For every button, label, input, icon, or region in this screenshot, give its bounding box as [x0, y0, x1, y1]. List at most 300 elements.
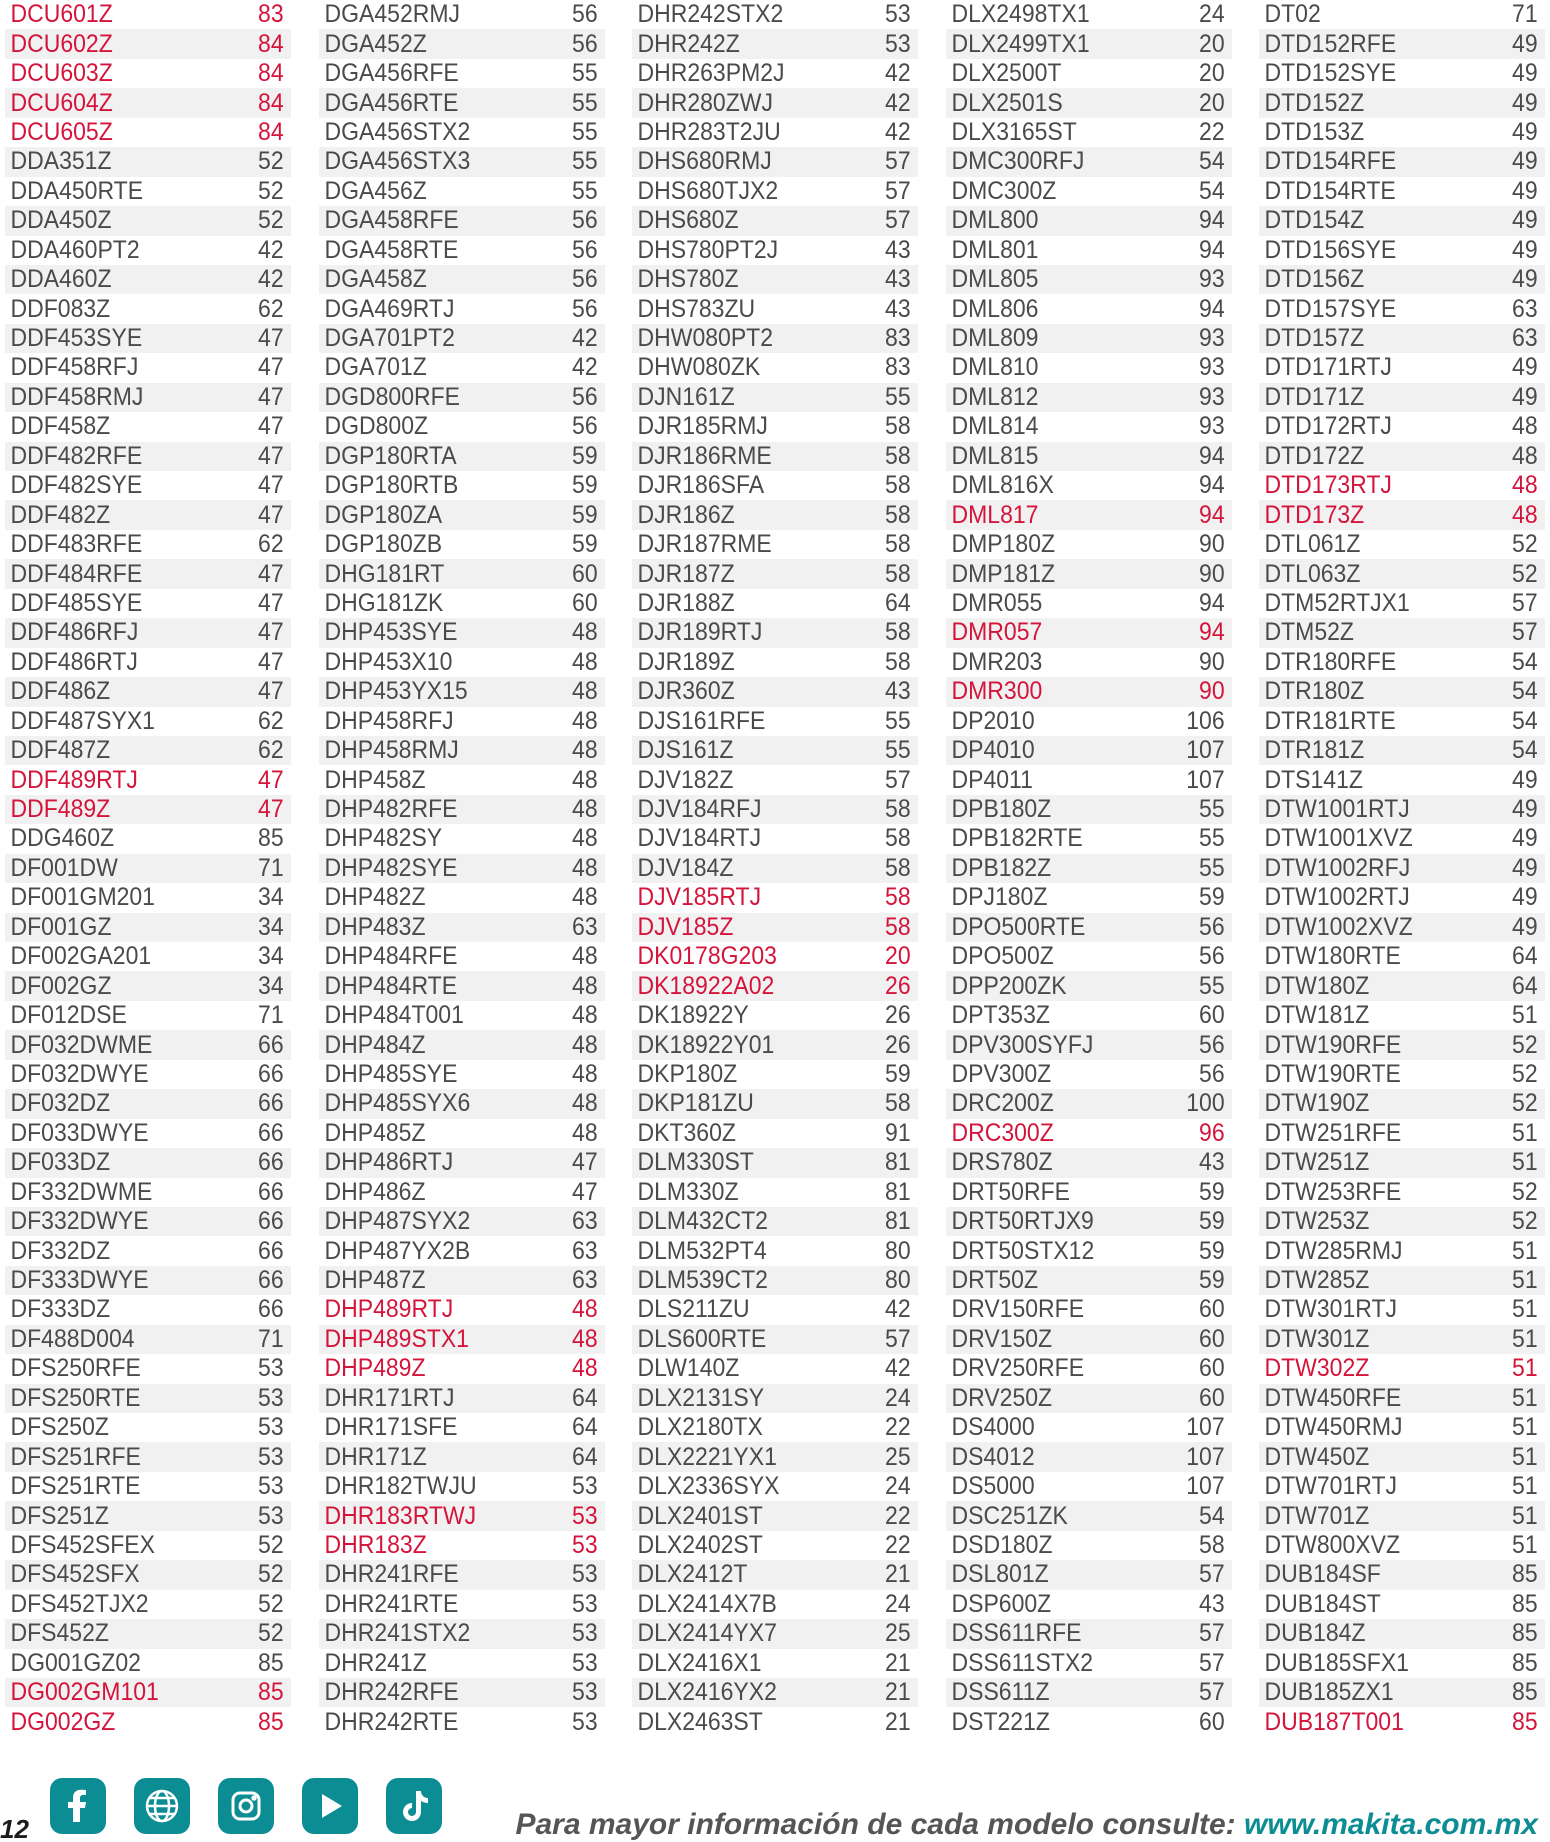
page-ref: 55 [571, 147, 598, 176]
index-row [946, 1560, 1232, 1589]
index-row [946, 1325, 1232, 1354]
index-row [319, 1619, 605, 1648]
index-row [5, 1119, 291, 1148]
index-row [319, 206, 605, 235]
index-row [319, 1060, 605, 1089]
model-code: DDF486Z [10, 677, 111, 706]
page-ref: 52 [1512, 530, 1538, 559]
page-ref: 34 [258, 912, 284, 941]
model-code: DGA452RMJ [324, 0, 460, 29]
index-row [5, 913, 291, 942]
index-row [632, 1649, 918, 1678]
model-code: DTS141Z [1264, 765, 1363, 794]
index-row [946, 1413, 1232, 1442]
index-row [1259, 530, 1545, 559]
index-row [1259, 1001, 1545, 1030]
page-ref: 60 [1198, 1001, 1225, 1030]
index-row [5, 589, 291, 618]
model-code: DHP489STX1 [324, 1324, 469, 1353]
model-code: DMR055 [951, 588, 1042, 617]
page-ref: 42 [571, 324, 598, 353]
model-code: DML810 [951, 353, 1038, 382]
index-row [632, 1236, 918, 1265]
index-row [632, 1354, 918, 1383]
page-ref: 24 [885, 1383, 911, 1412]
index-row [319, 294, 605, 323]
globe-icon[interactable] [134, 1778, 190, 1834]
index-row [5, 648, 291, 677]
model-code: DLM539CT2 [637, 1266, 768, 1295]
model-code: DGA452Z [324, 29, 427, 58]
index-row [1259, 1089, 1545, 1118]
page-ref: 62 [258, 294, 284, 323]
index-row [1259, 1060, 1545, 1089]
model-code: DP4010 [951, 736, 1035, 765]
index-row [946, 1678, 1232, 1707]
index-row [1259, 1384, 1545, 1413]
model-code: DRV250RFE [951, 1354, 1084, 1383]
page-ref: 90 [1198, 647, 1225, 676]
page-ref: 58 [885, 618, 911, 647]
model-code: DCU604Z [10, 88, 113, 117]
index-row [1259, 88, 1545, 117]
model-code: DUB184SF [1264, 1560, 1381, 1589]
index-row [946, 353, 1232, 382]
page-ref: 55 [1198, 971, 1225, 1000]
social-links [50, 1778, 442, 1834]
model-code: DHR183Z [324, 1530, 427, 1559]
index-row [946, 883, 1232, 912]
page-ref: 47 [258, 795, 284, 824]
model-code: DF001GM201 [10, 883, 155, 912]
model-code: DDF458Z [10, 412, 111, 441]
model-code: DHP486Z [324, 1177, 426, 1206]
page-ref: 51 [1512, 1266, 1538, 1295]
page-ref: 57 [1198, 1619, 1225, 1648]
index-row [1259, 1649, 1545, 1678]
index-row [946, 1619, 1232, 1648]
model-code: DLX2416YX2 [637, 1678, 777, 1707]
index-row [1259, 147, 1545, 176]
more-info-text [515, 1808, 1538, 1842]
index-row [632, 29, 918, 58]
index-row [1259, 1030, 1545, 1059]
model-code: DRV250Z [951, 1383, 1052, 1412]
page-ref: 58 [885, 853, 911, 882]
model-code: DF032DWYE [10, 1059, 149, 1088]
model-code: DF332DWYE [10, 1207, 149, 1236]
page-ref: 56 [571, 29, 598, 58]
index-row [946, 88, 1232, 117]
model-code: DML809 [951, 324, 1038, 353]
index-row [946, 824, 1232, 853]
page-ref: 55 [885, 706, 911, 735]
index-row [5, 471, 291, 500]
page-ref: 91 [885, 1118, 911, 1147]
page-ref: 48 [571, 795, 598, 824]
index-row [946, 1060, 1232, 1089]
model-code: DDF482Z [10, 500, 111, 529]
page-ref: 84 [258, 88, 284, 117]
index-row [5, 29, 291, 58]
page-ref: 58 [885, 441, 911, 470]
index-row [632, 618, 918, 647]
model-code: DDF482SYE [10, 471, 143, 500]
index-row [1259, 1207, 1545, 1236]
model-code: DUB187T001 [1264, 1707, 1404, 1736]
page-ref: 66 [258, 1030, 284, 1059]
page-ref: 49 [1512, 88, 1538, 117]
model-code: DLS211ZU [637, 1295, 750, 1324]
instagram-icon[interactable] [218, 1778, 274, 1834]
index-row [946, 442, 1232, 471]
model-code: DRC200Z [951, 1089, 1054, 1118]
model-code: DHG181ZK [324, 588, 443, 617]
model-code: DKP180Z [637, 1059, 738, 1088]
index-row [5, 442, 291, 471]
page-ref: 42 [571, 353, 598, 382]
page-ref: 53 [258, 1501, 284, 1530]
page-ref: 107 [1185, 1472, 1225, 1501]
index-row [1259, 883, 1545, 912]
page-ref: 49 [1512, 206, 1538, 235]
page-ref: 51 [1512, 1001, 1538, 1030]
index-row [1259, 353, 1545, 382]
model-code: DHP458RFJ [324, 706, 454, 735]
page-ref: 24 [885, 1589, 911, 1618]
page-ref: 83 [885, 353, 911, 382]
model-code: DJV184Z [637, 853, 734, 882]
page-ref: 54 [1198, 147, 1225, 176]
model-code: DLX2499TX1 [951, 29, 1090, 58]
model-code: DRV150Z [951, 1324, 1052, 1353]
model-code: DJV182Z [637, 765, 734, 794]
page-ref: 43 [1198, 1148, 1225, 1177]
page-ref: 49 [1512, 795, 1538, 824]
index-row [632, 1325, 918, 1354]
model-code: DTW1002XVZ [1264, 912, 1413, 941]
page-ref: 42 [258, 235, 284, 264]
index-row [632, 648, 918, 677]
page-ref: 80 [885, 1266, 911, 1295]
index-row [5, 854, 291, 883]
index-row [5, 618, 291, 647]
index-row [1259, 29, 1545, 58]
model-code: DTD152RFE [1264, 29, 1397, 58]
model-code: DLX2498TX1 [951, 0, 1090, 29]
model-code: DTW180Z [1264, 971, 1370, 1000]
index-row [632, 736, 918, 765]
index-row [319, 1531, 605, 1560]
page-ref: 85 [258, 1648, 284, 1677]
page-ref: 83 [885, 324, 911, 353]
index-row [319, 500, 605, 529]
page-ref: 56 [571, 235, 598, 264]
model-code: DJV184RTJ [637, 824, 762, 853]
page-ref: 48 [571, 883, 598, 912]
model-code: DFS250RFE [10, 1354, 141, 1383]
index-row [1259, 765, 1545, 794]
facebook-icon[interactable] [50, 1778, 106, 1834]
model-code: DJR186RME [637, 441, 772, 470]
model-code: DTR180Z [1264, 677, 1365, 706]
index-row [632, 707, 918, 736]
index-column-3 [632, 0, 918, 1740]
index-row [632, 1089, 918, 1118]
index-row [1259, 707, 1545, 736]
page-ref: 47 [258, 441, 284, 470]
index-row [1259, 59, 1545, 88]
page-ref: 49 [1512, 765, 1538, 794]
index-row [319, 1295, 605, 1324]
model-code: DMR057 [951, 618, 1042, 647]
page-ref: 93 [1198, 353, 1225, 382]
tiktok-icon[interactable] [386, 1778, 442, 1834]
index-row [1259, 1560, 1545, 1589]
index-row [632, 1472, 918, 1501]
model-code: DGA456RTE [324, 88, 458, 117]
page-ref: 51 [1512, 1413, 1538, 1442]
index-row [632, 88, 918, 117]
model-code: DF032DZ [10, 1089, 111, 1118]
model-code: DGD800RFE [324, 382, 460, 411]
index-row [5, 1236, 291, 1265]
model-code: DDA460Z [10, 265, 112, 294]
page-ref: 49 [1512, 59, 1538, 88]
model-code: DFS251RFE [10, 1442, 141, 1471]
page-ref: 49 [1512, 824, 1538, 853]
model-code: DGA458Z [324, 265, 427, 294]
model-code: DTR181Z [1264, 736, 1365, 765]
model-code: DGA456STX2 [324, 117, 470, 146]
model-code: DF033DZ [10, 1148, 111, 1177]
model-code: DDG460Z [10, 824, 115, 853]
website-link[interactable]: www.makita.com.mx [1244, 1808, 1538, 1841]
page-ref: 56 [571, 265, 598, 294]
model-code: DF332DWME [10, 1177, 153, 1206]
page-ref: 55 [885, 736, 911, 765]
model-code: DF002GA201 [10, 942, 152, 971]
index-row [632, 589, 918, 618]
index-row [1259, 1619, 1545, 1648]
page-ref: 54 [1512, 647, 1538, 676]
model-code: DTD173RTJ [1264, 471, 1392, 500]
page-ref: 53 [258, 1413, 284, 1442]
model-code: DLX2131SY [637, 1383, 765, 1412]
model-code: DLM330ST [637, 1148, 754, 1177]
index-row [5, 1178, 291, 1207]
page-ref: 42 [885, 1354, 911, 1383]
index-row [632, 1707, 918, 1736]
index-row [946, 294, 1232, 323]
page-ref: 53 [571, 1530, 598, 1559]
model-code: DTW251Z [1264, 1148, 1370, 1177]
model-code: DHP453SYE [324, 618, 457, 647]
model-code: DCU602Z [10, 29, 113, 58]
model-code: DHR182TWJU [324, 1472, 477, 1501]
page-ref: 62 [258, 530, 284, 559]
page-ref: 53 [571, 1560, 598, 1589]
model-code: DTL063Z [1264, 559, 1361, 588]
model-code: DPV300Z [951, 1059, 1051, 1088]
model-code: DTW450Z [1264, 1442, 1370, 1471]
index-row [5, 942, 291, 971]
index-row [319, 795, 605, 824]
index-row [319, 1148, 605, 1177]
page-ref: 63 [571, 1236, 598, 1265]
index-row [632, 677, 918, 706]
page-ref: 57 [885, 176, 911, 205]
index-row [946, 1119, 1232, 1148]
model-code: DHR263PM2J [637, 59, 785, 88]
index-row [1259, 677, 1545, 706]
page-ref: 56 [571, 0, 598, 29]
index-row [5, 707, 291, 736]
index-row [319, 353, 605, 382]
index-row [319, 707, 605, 736]
index-row [319, 147, 605, 176]
model-code: DHR242Z [637, 29, 740, 58]
model-code: DTW1002RTJ [1264, 883, 1410, 912]
index-row [632, 1619, 918, 1648]
page-ref: 54 [1512, 706, 1538, 735]
index-row [319, 530, 605, 559]
model-code: DML805 [951, 265, 1038, 294]
model-code: DTD154Z [1264, 206, 1365, 235]
index-row [5, 324, 291, 353]
page-ref: 71 [258, 853, 284, 882]
model-code: DSS611STX2 [951, 1648, 1093, 1677]
model-code: DGA458RTE [324, 235, 458, 264]
index-row [632, 118, 918, 147]
page-ref: 55 [885, 382, 911, 411]
model-code: DHS680Z [637, 206, 739, 235]
index-row [5, 1384, 291, 1413]
index-row [1259, 206, 1545, 235]
index-row [5, 1266, 291, 1295]
model-code: DGP180RTB [324, 471, 458, 500]
model-code: DHP458Z [324, 765, 426, 794]
index-row [946, 59, 1232, 88]
index-row [946, 1442, 1232, 1471]
page-ref: 22 [885, 1530, 911, 1559]
index-row [946, 677, 1232, 706]
index-row [632, 1531, 918, 1560]
page-ref: 66 [258, 1236, 284, 1265]
index-row [946, 147, 1232, 176]
model-code: DDF487SYX1 [10, 706, 155, 735]
page-ref: 93 [1198, 265, 1225, 294]
page-ref: 66 [258, 1177, 284, 1206]
page-ref: 90 [1198, 677, 1225, 706]
model-code: DLX2180TX [637, 1413, 763, 1442]
page-ref: 49 [1512, 176, 1538, 205]
model-code: DMR300 [951, 677, 1042, 706]
page-ref: 57 [1198, 1648, 1225, 1677]
model-code: DSD180Z [951, 1530, 1053, 1559]
index-row [5, 353, 291, 382]
index-row [5, 206, 291, 235]
page-ref: 66 [258, 1148, 284, 1177]
index-row [319, 412, 605, 441]
page-ref: 49 [1512, 29, 1538, 58]
page-ref: 42 [258, 265, 284, 294]
youtube-icon[interactable] [302, 1778, 358, 1834]
model-code: DHR280ZWJ [637, 88, 773, 117]
page-ref: 85 [1512, 1648, 1538, 1677]
model-code: DTW253RFE [1264, 1177, 1402, 1206]
model-code: DP2010 [951, 706, 1035, 735]
model-code: DSC251ZK [951, 1501, 1068, 1530]
page-ref: 47 [258, 647, 284, 676]
page-ref: 34 [258, 883, 284, 912]
page-ref: 21 [885, 1648, 911, 1677]
page-ref: 53 [258, 1472, 284, 1501]
page-ref: 90 [1198, 559, 1225, 588]
model-code: DGA701Z [324, 353, 427, 382]
page-ref: 53 [571, 1707, 598, 1736]
page-ref: 58 [885, 883, 911, 912]
model-code: DP4011 [951, 765, 1033, 794]
model-code: DFS250RTE [10, 1383, 141, 1412]
page-ref: 55 [571, 117, 598, 146]
index-row [1259, 971, 1545, 1000]
index-row [632, 1413, 918, 1442]
index-row [319, 177, 605, 206]
model-code: DUB185SFX1 [1264, 1648, 1409, 1677]
index-row [946, 1354, 1232, 1383]
model-code: DLS600RTE [637, 1324, 767, 1353]
page-ref: 80 [885, 1236, 911, 1265]
model-code: DTL061Z [1264, 530, 1361, 559]
model-code: DTW800XVZ [1264, 1530, 1401, 1559]
model-code: DTW1001RTJ [1264, 795, 1410, 824]
page-ref: 64 [1512, 942, 1538, 971]
index-row [1259, 1472, 1545, 1501]
page-ref: 42 [885, 59, 911, 88]
page-ref: 90 [1198, 530, 1225, 559]
page-ref: 21 [885, 1707, 911, 1736]
index-row [1259, 618, 1545, 647]
model-code: DTW253Z [1264, 1207, 1370, 1236]
index-row [1259, 736, 1545, 765]
page-ref: 56 [571, 382, 598, 411]
model-code: DTW181Z [1264, 1001, 1370, 1030]
page-ref: 64 [885, 588, 911, 617]
index-row [1259, 412, 1545, 441]
index-row [319, 324, 605, 353]
model-code: DTW302Z [1264, 1354, 1370, 1383]
model-code: DF333DZ [10, 1295, 111, 1324]
index-row [632, 971, 918, 1000]
index-row [946, 1649, 1232, 1678]
page-ref: 51 [1512, 1383, 1538, 1412]
model-code: DHG181RT [324, 559, 444, 588]
index-row [946, 1266, 1232, 1295]
model-code: DKT360Z [637, 1118, 736, 1147]
page-ref: 49 [1512, 853, 1538, 882]
model-code: DF012DSE [10, 1001, 127, 1030]
page-ref: 54 [1512, 677, 1538, 706]
model-code: DUB184Z [1264, 1619, 1366, 1648]
model-code: DTW285Z [1264, 1266, 1370, 1295]
index-row [632, 353, 918, 382]
model-code: DRV150RFE [951, 1295, 1084, 1324]
page-ref: 43 [885, 677, 911, 706]
model-code: DTW301Z [1264, 1324, 1370, 1353]
page-ref: 58 [885, 1089, 911, 1118]
model-code: DDF489Z [10, 795, 111, 824]
